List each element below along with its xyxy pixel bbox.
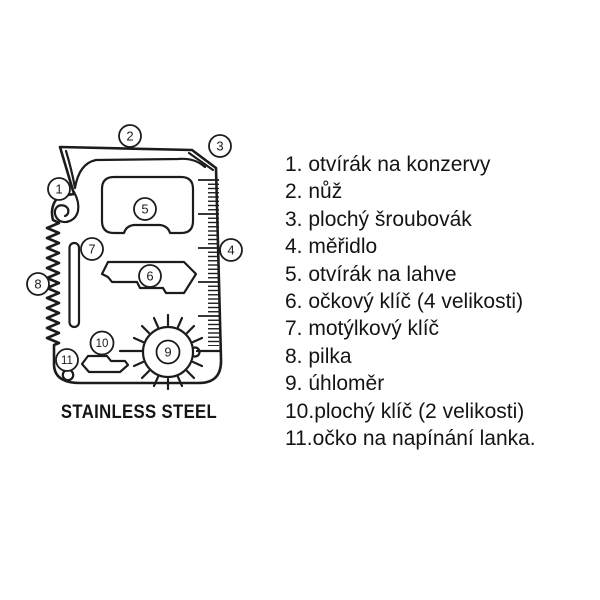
- callout-3: [209, 135, 231, 157]
- flat-wrench-cutout: [82, 356, 128, 372]
- callout-3-number: 3: [216, 138, 224, 154]
- legend-item-7: 7. motýlkový klíč: [285, 317, 440, 341]
- callout-11-number: 11: [61, 355, 73, 367]
- callout-2-number: 2: [126, 128, 134, 144]
- legend-item-10: 10.plochý klíč (2 velikosti): [285, 399, 525, 423]
- callout-11: [56, 349, 78, 371]
- callout-7: [81, 238, 103, 260]
- callout-1-number: 1: [55, 181, 63, 197]
- legend-list: [285, 151, 585, 452]
- knife-blade-edge: [66, 151, 205, 188]
- callout-10: [91, 332, 114, 355]
- callout-7-number: 7: [88, 241, 96, 257]
- callout-6: [139, 265, 161, 287]
- legend-item-9: 9. úhloměr: [285, 372, 385, 396]
- callout-1: [48, 178, 70, 200]
- legend-item-11: 11.očko na napínání lanka.: [285, 426, 536, 450]
- callout-5-number: 5: [141, 201, 149, 217]
- butterfly-wrench-slot: [70, 243, 80, 327]
- legend-item-8: 8. pilka: [285, 344, 352, 368]
- caption-stainless-steel: STAINLESS STEEL: [60, 401, 218, 423]
- callout-4: [220, 239, 242, 261]
- legend-item-3: 3. plochý šroubovák: [285, 207, 472, 231]
- callout-9-number: 9: [164, 344, 172, 360]
- callout-6-number: 6: [146, 268, 154, 284]
- callout-4-number: 4: [227, 242, 235, 258]
- callout-9: [157, 341, 180, 364]
- legend-item-1: 1. otvírák na konzervy: [285, 153, 491, 176]
- callout-2: [119, 125, 141, 147]
- ruler-scale: [198, 178, 219, 346]
- legend-item-4: 4. měřidlo: [285, 235, 378, 259]
- legend-item-6: 6. očkový klíč (4 velikosti): [285, 289, 524, 313]
- callout-10-number: 10: [95, 338, 109, 350]
- legend-item-2: 2. nůž: [285, 180, 343, 204]
- callout-5: [134, 198, 156, 220]
- legend-item-5: 5. otvírák na lahve: [285, 262, 457, 286]
- callout-8-number: 8: [34, 276, 42, 292]
- callout-8: [27, 273, 49, 295]
